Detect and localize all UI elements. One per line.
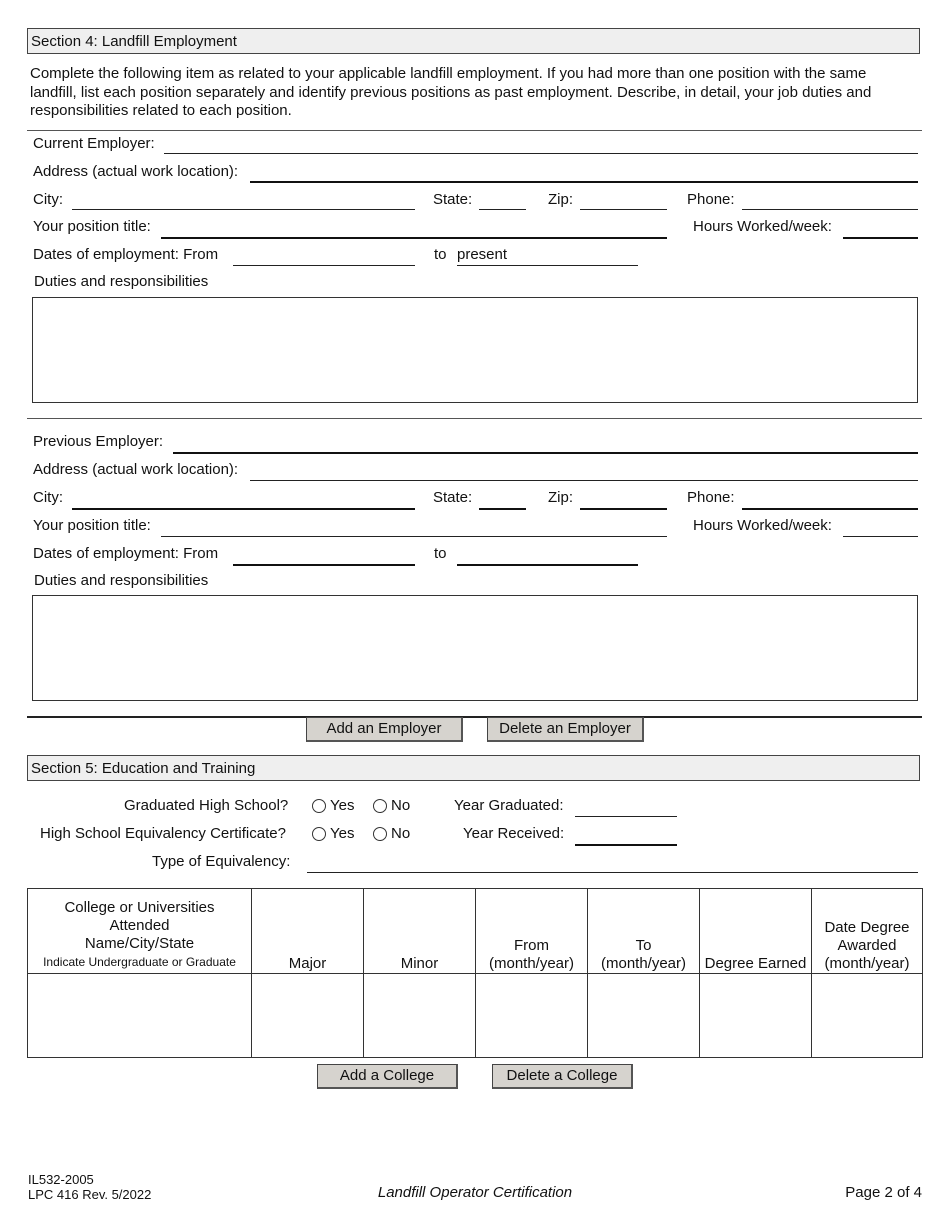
previous-hours-field[interactable]	[843, 536, 918, 537]
degree-header	[700, 889, 812, 974]
date-awarded-header-line: (month/year)	[824, 955, 910, 972]
previous-address-label: Address (actual work location):	[33, 461, 239, 478]
previous-position-field[interactable]	[161, 536, 667, 537]
date-awarded-header-line: Awarded	[837, 937, 897, 954]
year-received-field[interactable]	[575, 844, 677, 846]
major-cell[interactable]	[252, 974, 364, 1058]
college-header	[28, 889, 252, 974]
current-state-label: State:	[433, 191, 473, 208]
current-city-field[interactable]	[72, 209, 415, 210]
college-header-note: Indicate Undergraduate or Graduate	[43, 955, 236, 969]
college-table	[27, 888, 923, 1058]
current-to-value: present	[457, 246, 508, 263]
current-address-field[interactable]	[250, 181, 918, 183]
major-header-text: Major	[288, 955, 327, 972]
current-to-field[interactable]	[457, 265, 638, 266]
equiv-no-radio[interactable]	[373, 827, 387, 841]
delete-college-button[interactable]: Delete a College	[492, 1064, 633, 1089]
current-position-label: Your position title:	[33, 218, 151, 235]
equiv-yes-label: Yes	[330, 825, 355, 842]
minor-cell[interactable]	[364, 974, 476, 1058]
college-header-line: College or Universities	[64, 899, 215, 916]
from-header-line: From	[514, 937, 549, 954]
equivalency-label: High School Equivalency Certificate?	[40, 825, 286, 842]
college-cell[interactable]	[28, 974, 252, 1058]
current-employer-label: Current Employer:	[33, 135, 155, 152]
previous-phone-label: Phone:	[687, 489, 735, 506]
to-header	[588, 889, 700, 974]
current-hours-label: Hours Worked/week:	[693, 218, 832, 235]
previous-to-label: to	[434, 545, 447, 562]
to-header-line: (month/year)	[600, 955, 687, 972]
previous-position-label: Your position title:	[33, 517, 151, 534]
equiv-no-label: No	[391, 825, 411, 842]
form-title: Landfill Operator Certification	[377, 1184, 573, 1201]
current-duties-label: Duties and responsibilities	[34, 273, 209, 290]
current-hours-field[interactable]	[843, 237, 918, 239]
current-from-field[interactable]	[233, 265, 415, 266]
hs-no-radio[interactable]	[373, 799, 387, 813]
current-dates-label: Dates of employment: From	[33, 246, 219, 263]
hs-graduated-label: Graduated High School?	[124, 797, 289, 814]
table-header-row	[28, 889, 923, 974]
divider	[27, 418, 922, 419]
college-header-line: Name/City/State	[84, 935, 195, 952]
previous-from-field[interactable]	[233, 564, 415, 566]
section4-intro: Complete the following item as related to your applicable landfill employment. If you had more than one position with the same landfill, list each position separately and identify previous positions as past employment. Describe, in detail, your job duties and responsibilities related to each position.	[30, 65, 872, 119]
divider	[27, 716, 922, 718]
previous-duties-label: Duties and responsibilities	[34, 572, 209, 589]
previous-address-field[interactable]	[250, 480, 918, 481]
equivalency-type-field[interactable]	[307, 872, 918, 873]
current-position-field[interactable]	[161, 237, 667, 239]
previous-state-label: State:	[433, 489, 473, 506]
current-duties-textarea[interactable]	[32, 297, 918, 403]
previous-state-field[interactable]	[479, 508, 526, 510]
current-city-label: City:	[33, 191, 63, 208]
previous-dates-label: Dates of employment: From	[33, 545, 219, 562]
minor-header	[364, 889, 476, 974]
form-revision: LPC 416 Rev. 5/2022	[28, 1187, 152, 1202]
hs-yes-radio[interactable]	[312, 799, 326, 813]
current-employer-field[interactable]	[164, 153, 918, 154]
current-phone-field[interactable]	[742, 209, 918, 210]
divider	[27, 130, 922, 131]
year-received-label: Year Received:	[463, 825, 565, 842]
date-awarded-header	[812, 889, 923, 974]
date-awarded-header-line: Date Degree	[824, 919, 910, 936]
current-to-label: to	[434, 246, 447, 263]
college-header-line: Attended	[109, 917, 170, 934]
previous-zip-field[interactable]	[580, 508, 667, 510]
year-graduated-label: Year Graduated:	[454, 797, 564, 814]
to-cell[interactable]	[588, 974, 700, 1058]
current-state-field[interactable]	[479, 209, 526, 210]
degree-cell[interactable]	[700, 974, 812, 1058]
previous-zip-label: Zip:	[548, 489, 574, 506]
previous-employer-field[interactable]	[173, 452, 918, 454]
to-header-line: To	[635, 937, 652, 954]
previous-phone-field[interactable]	[742, 508, 918, 510]
equiv-yes-radio[interactable]	[312, 827, 326, 841]
minor-header-text: Minor	[400, 955, 439, 972]
table-row	[28, 974, 923, 1058]
previous-hours-label: Hours Worked/week:	[693, 517, 832, 534]
from-header	[476, 889, 588, 974]
page-number: Page 2 of 4	[845, 1184, 922, 1201]
from-cell[interactable]	[476, 974, 588, 1058]
add-employer-button[interactable]: Add an Employer	[306, 717, 463, 742]
hs-no-label: No	[391, 797, 411, 814]
date-awarded-cell[interactable]	[812, 974, 923, 1058]
delete-employer-button[interactable]: Delete an Employer	[487, 717, 644, 742]
major-header	[252, 889, 364, 974]
hs-yes-label: Yes	[330, 797, 355, 814]
section4-header	[27, 28, 920, 54]
current-phone-label: Phone:	[687, 191, 735, 208]
year-graduated-field[interactable]	[575, 816, 677, 817]
form-id: IL532-2005	[28, 1172, 94, 1187]
section4-title: Section 4: Landfill Employment	[31, 33, 237, 50]
current-zip-field[interactable]	[580, 209, 667, 210]
previous-duties-textarea[interactable]	[32, 595, 918, 701]
current-zip-label: Zip:	[548, 191, 574, 208]
from-header-line: (month/year)	[488, 955, 575, 972]
add-college-button[interactable]: Add a College	[317, 1064, 458, 1089]
previous-city-label: City:	[33, 489, 63, 506]
current-address-label: Address (actual work location):	[33, 163, 239, 180]
degree-header-text: Degree Earned	[704, 955, 807, 972]
section5-title: Section 5: Education and Training	[31, 760, 256, 777]
equivalency-type-label: Type of Equivalency:	[152, 853, 291, 870]
previous-employer-label: Previous Employer:	[33, 433, 164, 450]
previous-city-field[interactable]	[72, 508, 415, 510]
section5-header	[27, 755, 920, 781]
previous-to-field[interactable]	[457, 564, 638, 566]
